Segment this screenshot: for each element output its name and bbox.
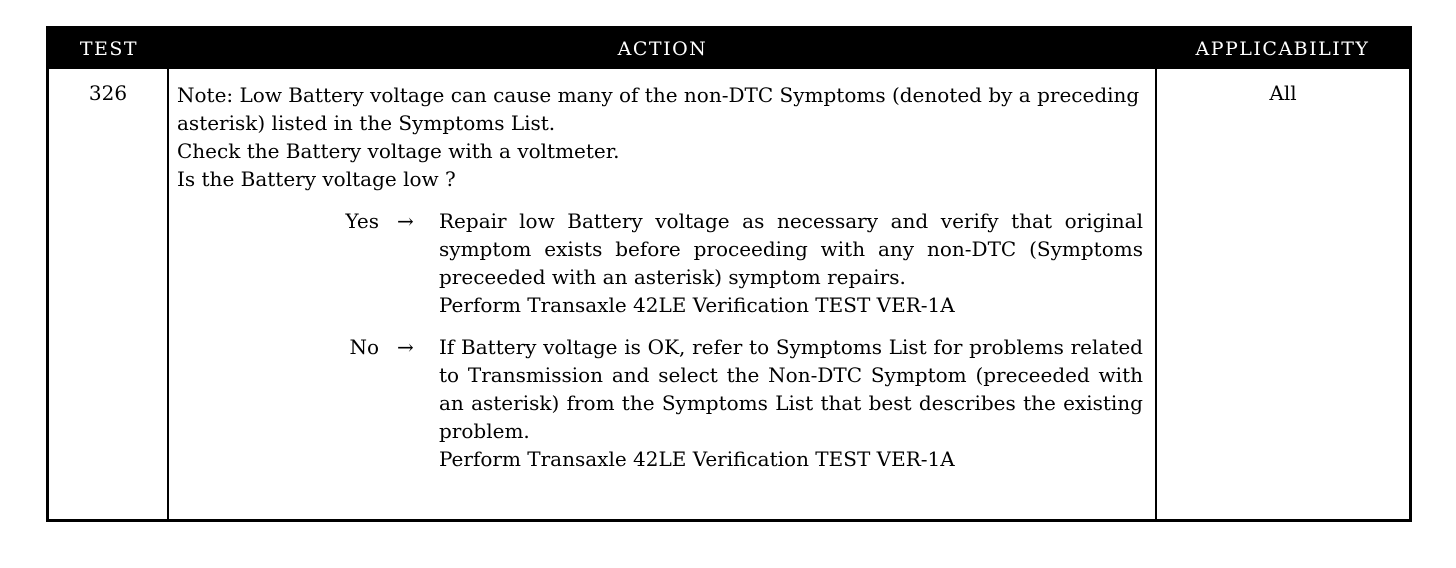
no-arrow-icon: →: [397, 335, 414, 359]
test-number: 326: [49, 69, 169, 519]
intro-question: Is the Battery voltage low ?: [177, 167, 456, 191]
table-row: [49, 69, 1409, 519]
yes-branch: [177, 207, 1143, 319]
table-header: [49, 29, 1409, 69]
intro-text: [177, 81, 1143, 193]
no-text-block: [439, 333, 1143, 473]
no-branch: [177, 333, 1143, 473]
header-test: TEST: [79, 38, 139, 60]
intro-check: Check the Battery voltage with a voltmeter.: [177, 139, 620, 163]
diagnostic-table: [46, 26, 1412, 522]
applicability-value: All: [1269, 81, 1297, 105]
no-perform: Perform Transaxle 42LE Verification TEST VER-1A: [439, 447, 955, 471]
no-label: No: [349, 335, 379, 359]
header-applicability: APPLICABILITY: [1195, 38, 1370, 60]
yes-text-block: [439, 207, 1143, 319]
no-text: If Battery voltage is OK, refer to Symptoms List for problems related to Transmission and select the Non-DTC Symptom (preceeded with an asterisk) from the Symptoms List that best describes the existing problem.: [439, 335, 1143, 443]
yes-perform: Perform Transaxle 42LE Verification TEST VER-1A: [439, 293, 955, 317]
intro-note: Note: Low Battery voltage can cause many of the non-DTC Symptoms (denoted by a preceding asterisk) listed in the Symptoms List.: [177, 83, 1140, 135]
yes-arrow-icon: →: [397, 209, 414, 233]
action-cell: [169, 69, 1157, 519]
yes-label: Yes: [345, 209, 379, 233]
header-action: ACTION: [617, 38, 708, 60]
yes-text: Repair low Battery voltage as necessary and verify that original symptom exists before proceeding with any non-DTC (Symptoms preceeded with an asterisk) symptom repairs.: [439, 209, 1143, 289]
